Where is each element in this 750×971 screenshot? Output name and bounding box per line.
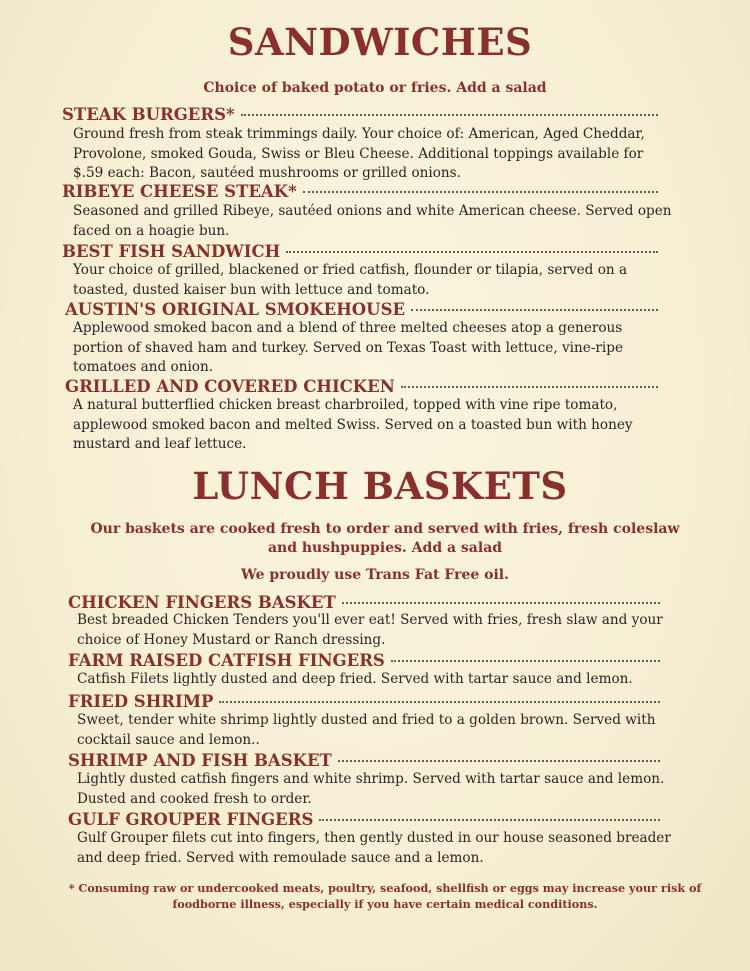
menu-item-title: STEAK BURGERS* bbox=[62, 105, 658, 124]
menu-item-description: Sweet, tender white shrimp lightly dusted and fried to a golden brown. Served with cocktail sauce and lemon.. bbox=[77, 712, 656, 748]
menu-item-title: RIBEYE CHEESE STEAK* bbox=[62, 182, 658, 201]
menu-item-title: FRIED SHRIMP bbox=[68, 692, 660, 711]
menu-item-description: Seasoned and grilled Ribeye, sautéed onions and white American cheese. Served open faced on a hoagie bun. bbox=[73, 203, 672, 239]
menu-item-title: SHRIMP AND FISH BASKET bbox=[68, 751, 660, 770]
menu-item-title: GULF GROUPER FINGERS bbox=[68, 810, 660, 829]
menu-item-description: A natural butterflied chicken breast charbroiled, topped with vine ripe tomato, applewood smoked bacon and melted Swiss. Served on a toasted bun with honey mustard and leaf lettuce. bbox=[73, 397, 633, 452]
menu-item-title: CHICKEN FINGERS BASKET bbox=[68, 593, 660, 612]
leader-dots bbox=[286, 251, 658, 253]
lunch-baskets-subtitle: Our baskets are cooked fresh to order and served with fries, fresh coleslaw and hushpuppies. Add a salad bbox=[90, 521, 680, 556]
leader-dots bbox=[342, 602, 660, 604]
menu-item-title: BEST FISH SANDWICH bbox=[62, 242, 658, 261]
leader-dots bbox=[411, 309, 658, 311]
lunch-baskets-title: LUNCH BASKETS bbox=[192, 464, 568, 508]
menu-item-description: Your choice of grilled, blackened or fried catfish, flounder or tilapia, served on a toasted, dusted kaiser bun with lettuce and tomato. bbox=[73, 262, 628, 298]
menu-item-description: Lightly dusted catfish fingers and white shrimp. Served with tartar sauce and lemon. Dusted and cooked fresh to order. bbox=[77, 771, 665, 807]
leader-dots bbox=[241, 114, 658, 116]
menu-item-description: Catfish Filets lightly dusted and deep fried. Served with tartar sauce and lemon. bbox=[77, 671, 633, 687]
leader-dots bbox=[319, 819, 660, 821]
menu-item-title: AUSTIN'S ORIGINAL SMOKEHOUSE bbox=[65, 300, 658, 319]
leader-dots bbox=[219, 701, 660, 703]
menu-item-description: Gulf Grouper filets cut into fingers, then gently dusted in our house seasoned breader and deep fried. Served with remoulade sauce and a lemon. bbox=[77, 830, 671, 866]
leader-dots bbox=[391, 660, 660, 662]
leader-dots bbox=[401, 386, 658, 388]
leader-dots bbox=[338, 760, 660, 762]
menu-item-title: GRILLED AND COVERED CHICKEN bbox=[65, 377, 658, 396]
sandwiches-title: SANDWICHES bbox=[227, 20, 533, 64]
sandwiches-subtitle: Choice of baked potato or fries. Add a salad bbox=[203, 80, 547, 96]
trans-fat-note: We proudly use Trans Fat Free oil. bbox=[241, 567, 509, 583]
food-safety-disclaimer: * Consuming raw or undercooked meats, poultry, seafood, shellfish or eggs may increase your risk of foodborne illness, especially if you have certain medical conditions. bbox=[68, 881, 702, 911]
menu-item-title: FARM RAISED CATFISH FINGERS bbox=[68, 651, 660, 670]
menu-item-description: Best breaded Chicken Tenders you'll ever eat! Served with fries, fresh slaw and your choice of Honey Mustard or Ranch dressing. bbox=[77, 612, 663, 648]
menu-item-description: Applewood smoked bacon and a blend of three melted cheeses atop a generous portion of shaved ham and turkey. Served on Texas Toast with lettuce, vine-ripe tomatoes and onion. bbox=[73, 320, 623, 375]
menu-item-description: Ground fresh from steak trimmings daily. Your choice of: American, Aged Cheddar, Provolone, smoked Gouda, Swiss or Bleu Cheese. Additional toppings available for $.59 each: Bacon, sautéed mushrooms or grilled onions. bbox=[73, 126, 645, 181]
leader-dots bbox=[303, 191, 658, 193]
